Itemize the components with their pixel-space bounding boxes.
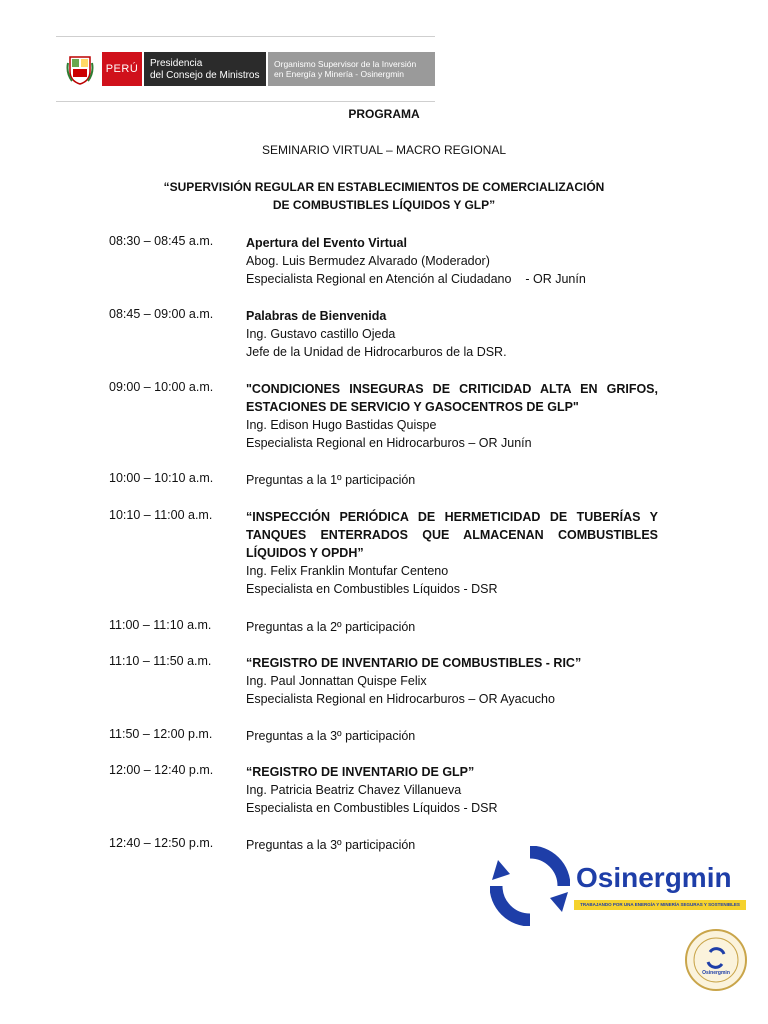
schedule-description [246,727,658,745]
schedule-description [246,380,658,452]
questions-label: Preguntas a la 3º participación [246,729,416,743]
speaker-name: Ing. Edison Hugo Bastidas Quispe [246,418,437,432]
peru-badge: PERÚ [102,52,142,86]
schedule-time: 12:00 – 12:40 p.m. [109,763,214,777]
schedule-time: 11:10 – 11:50 a.m. [109,654,212,668]
schedule-time: 11:50 – 12:00 p.m. [109,727,213,741]
ministry-line-2: del Consejo de Ministros [150,70,260,81]
topic-title-line-1: “SUPERVISIÓN REGULAR EN ESTABLECIMIENTOS DE COMERCIALIZACIÓN [163,180,605,194]
organism-line-2: en Energía y Minería - Osinergmin [274,69,404,79]
topic-title-line-2: DE COMBUSTIBLES LÍQUIDOS Y GLP” [272,198,496,212]
logo-tagline: TRABAJANDO POR UNA ENERGÍA Y MINERÍA SEGURAS Y SOSTENIBLES [574,900,746,910]
osinergmin-logo [490,846,750,926]
schedule-title: “REGISTRO DE INVENTARIO DE GLP” [246,765,475,779]
schedule-title: “INSPECCIÓN PERIÓDICA DE HERMETICIDAD DE TUBERÍAS Y TANQUES ENTERRADOS QUE ALMACENAN COMBUSTIBLES LÍQUIDOS Y OPDH” [246,510,658,560]
ministry-line-1: Presidencia [150,58,203,69]
schedule-title: Apertura del Evento Virtual [246,236,407,250]
schedule-description [246,234,658,288]
logo-wordmark: Osinergmin [576,862,732,893]
schedule-time: 12:40 – 12:50 p.m. [109,836,214,850]
organism-badge [268,52,435,86]
speaker-role: Especialista en Combustibles Líquidos - DSR [246,801,498,815]
recycle-arrows-icon [490,846,570,926]
schedule-description [246,508,658,598]
speaker-role: Jefe de la Unidad de Hidrocarburos de la DSR. [246,345,507,359]
seal-text: Osinergmin [702,970,730,976]
schedule-title: "CONDICIONES INSEGURAS DE CRITICIDAD ALTA EN GRIFOS, ESTACIONES DE SERVICIO Y GASOCENTROS DE GLP" [246,382,658,414]
seminar-subtitle: SEMINARIO VIRTUAL – MACRO REGIONAL [261,143,507,157]
speaker-role: Especialista Regional en Hidrocarburos – OR Ayacucho [246,692,555,706]
speaker-name: Abog. Luis Bermudez Alvarado (Moderador) [246,254,490,268]
organism-line-1: Organismo Supervisor de la Inversión [274,59,417,69]
document-title: PROGRAMA [348,107,420,121]
schedule-time: 11:00 – 11:10 a.m. [109,618,212,632]
speaker-role: Especialista Regional en Atención al Ciudadano - OR Junín [246,272,586,286]
speaker-name: Ing. Felix Franklin Montufar Centeno [246,564,449,578]
questions-label: Preguntas a la 2º participación [246,620,416,634]
speaker-role: Especialista Regional en Hidrocarburos – OR Junín [246,436,532,450]
speaker-name: Ing. Patricia Beatriz Chavez Villanueva [246,783,462,797]
schedule-time: 10:10 – 11:00 a.m. [109,508,213,522]
schedule-title: Palabras de Bienvenida [246,309,387,323]
coat-of-arms-icon [66,53,94,85]
speaker-name: Ing. Paul Jonnattan Quispe Felix [246,674,427,688]
questions-label: Preguntas a la 3º participación [246,838,416,852]
questions-label: Preguntas a la 1º participación [246,473,416,487]
ministry-badge [144,52,266,86]
schedule-title: “REGISTRO DE INVENTARIO DE COMBUSTIBLES - RIC” [246,656,582,670]
speaker-role: Especialista en Combustibles Líquidos - DSR [246,582,498,596]
schedule-time: 08:30 – 08:45 a.m. [109,234,214,248]
schedule-description [246,763,658,817]
schedule-time: 08:45 – 09:00 a.m. [109,307,214,321]
schedule-description [246,471,658,489]
government-header [56,36,435,102]
schedule-description [246,618,658,636]
anniversary-seal-icon [684,928,748,992]
schedule-description [246,654,658,708]
schedule-time: 10:00 – 10:10 a.m. [109,471,214,485]
schedule-time: 09:00 – 10:00 a.m. [109,380,214,394]
schedule-description [246,307,658,361]
speaker-name: Ing. Gustavo castillo Ojeda [246,327,396,341]
